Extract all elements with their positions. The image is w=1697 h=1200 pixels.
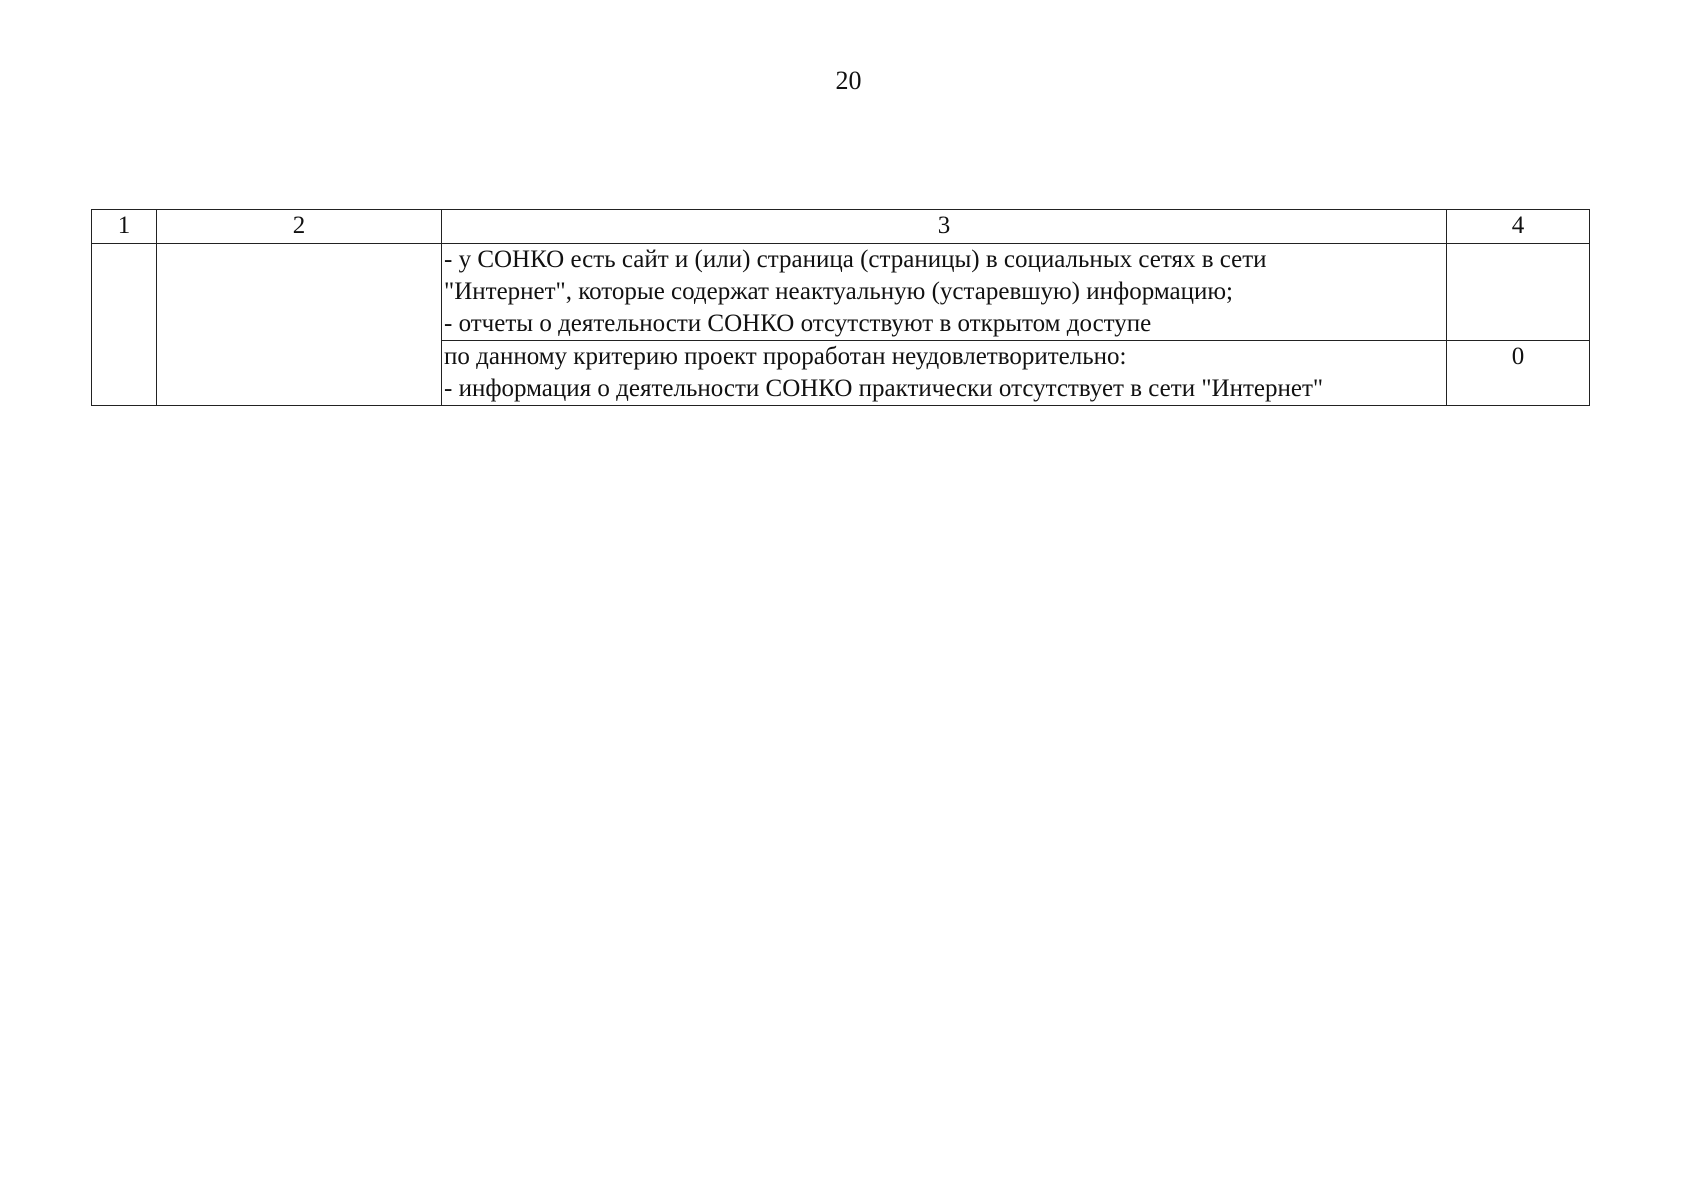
- criterion-description: [442, 341, 1447, 406]
- criterion-line: - информация о деятельности СОНКО практически отсутствует в сети "Интернет": [444, 375, 1324, 402]
- header-col-4: 4: [1447, 210, 1590, 244]
- table-row: [92, 244, 1590, 341]
- score-cell: 0: [1447, 341, 1590, 406]
- criterion-description: [442, 244, 1447, 341]
- score-cell: [1447, 244, 1590, 341]
- header-col-3: 3: [442, 210, 1447, 244]
- cell-col-1: [92, 244, 157, 406]
- criteria-table: [91, 209, 1590, 406]
- criterion-line: "Интернет", которые содержат неактуальную (устаревшую) информацию;: [444, 278, 1233, 305]
- page-number: 20: [835, 66, 862, 95]
- criterion-line: - у СОНКО есть сайт и (или) страница (страницы) в социальных сетях в сети: [444, 246, 1267, 273]
- criterion-line: по данному критерию проект проработан неудовлетворительно:: [444, 343, 1127, 370]
- table-header-row: [92, 210, 1590, 244]
- criterion-line: - отчеты о деятельности СОНКО отсутствуют в открытом доступе: [444, 310, 1152, 337]
- header-col-1: 1: [92, 210, 157, 244]
- cell-col-2: [157, 244, 442, 406]
- header-col-2: 2: [157, 210, 442, 244]
